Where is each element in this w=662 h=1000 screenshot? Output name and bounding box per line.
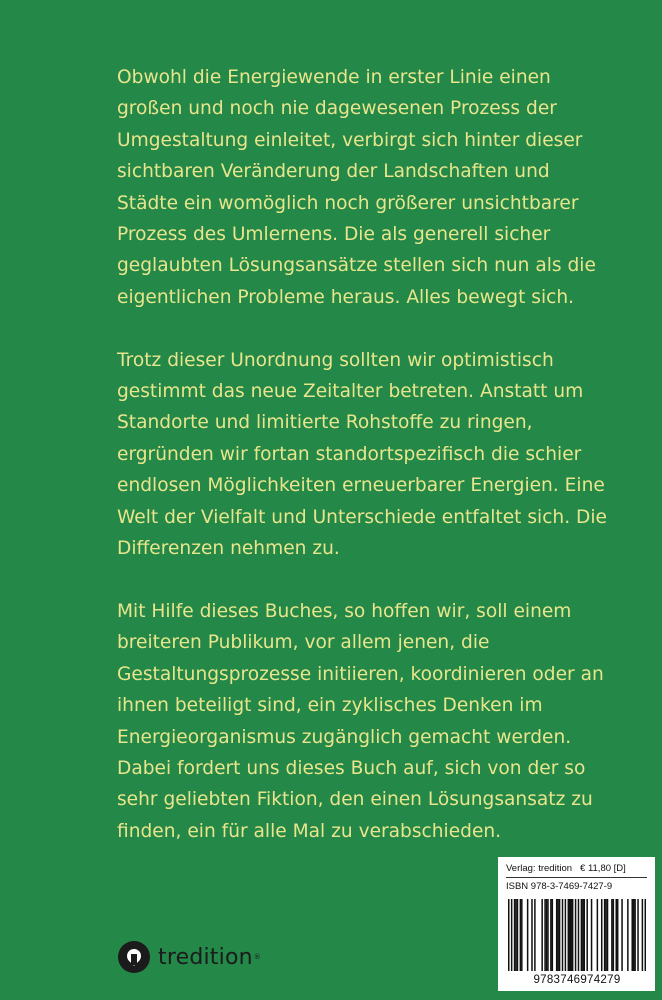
barcode-bar	[615, 899, 617, 971]
barcode-bar	[570, 899, 572, 971]
blurb-paragraph-2	[117, 345, 637, 565]
barcode-bar	[631, 899, 633, 971]
barcode-bar	[613, 899, 615, 971]
barcode-bar	[511, 899, 513, 971]
barcode-bar	[582, 899, 584, 971]
blurb-line: Dabei fordert uns dieses Buch auf, sich von der so	[117, 757, 586, 779]
barcode-bar	[611, 899, 613, 971]
publisher-price-row	[506, 863, 626, 874]
barcode-box	[498, 857, 655, 991]
barcode-bar	[520, 899, 522, 971]
barcode-bar	[546, 899, 548, 971]
barcode-bar	[569, 899, 571, 971]
publisher-name: tredition	[158, 944, 253, 970]
barcode-bar	[634, 899, 636, 971]
blurb-line: gestimmt das neue Zeitalter betreten. Anstatt um	[117, 381, 584, 403]
blurb-line: sichtbaren Veränderung der Landschaften und	[117, 161, 550, 183]
barcode-bar	[547, 899, 549, 971]
barcode-bar	[591, 899, 593, 971]
barcode-bar	[572, 899, 574, 971]
barcode-bar	[617, 899, 619, 971]
blurb-line: finden, ein für alle Mal zu verabschieden.	[117, 820, 502, 842]
barcode-bar	[541, 899, 543, 971]
barcode-bar	[550, 899, 552, 971]
barcode-bar	[515, 899, 517, 971]
blurb-line: breiteren Publikum, vor allem jenen, die	[117, 632, 490, 654]
blurb-line: Gestaltungsprozesse initiieren, koordinieren oder an	[117, 663, 604, 685]
barcode-bar	[584, 899, 586, 971]
barcode-bar	[562, 899, 564, 971]
barcode-bar	[514, 899, 516, 971]
barcode-bar	[552, 899, 554, 971]
barcode-bar	[568, 899, 570, 971]
barcode-bar	[633, 899, 635, 971]
barcode	[508, 899, 646, 971]
barcode-bar	[565, 899, 567, 971]
barcode-bar	[642, 899, 644, 971]
barcode-bar	[559, 899, 561, 971]
divider	[506, 877, 647, 878]
isbn: ISBN 978-3-7469-7427-9	[506, 881, 613, 892]
barcode-bar	[601, 899, 603, 971]
blurb-line: großen und noch nie dagewesenen Prozess der	[117, 98, 557, 120]
barcode-bar	[607, 899, 609, 971]
blurb-line: sehr geliebten Fiktion, den einen Lösungsansatz zu	[117, 789, 593, 811]
blurb-line: Obwohl die Energiewende in erster Linie einen	[117, 67, 551, 88]
barcode-bar	[586, 899, 588, 971]
publisher-logo	[118, 940, 261, 974]
registered-mark: ®	[253, 953, 261, 961]
blurb-line: Welt der Vielfalt und Unterschiede entfaltet sich. Die	[117, 506, 607, 528]
barcode-bar	[597, 899, 599, 971]
barcode-bar	[556, 899, 558, 971]
blurb-line: Mit Hilfe dieses Buches, so hoffen wir, soll einem	[117, 600, 572, 622]
price: € 11,80 [D]	[580, 863, 626, 874]
barcode-bar	[508, 899, 510, 971]
barcode-bar	[557, 899, 559, 971]
blurb-line: Differenzen nehmen zu.	[117, 538, 340, 560]
back-cover-blurb	[117, 62, 637, 879]
blurb-line: geglaubten Lösungsansätze stellen sich nun als die	[117, 255, 596, 277]
barcode-bar	[605, 899, 607, 971]
barcode-bar	[521, 899, 523, 971]
blurb-line: eigentlichen Probleme heraus. Alles bewegt sich.	[117, 286, 575, 308]
blurb-line: Standorte und limitierte Rohstoffe zu ringen,	[117, 412, 533, 434]
blurb-paragraph-3	[117, 596, 637, 847]
blurb-line: ihnen beteiligt sind, ein zyklisches Denken im	[117, 695, 543, 717]
barcode-bar	[604, 899, 606, 971]
blurb-line: Prozess des Umlernens. Die als generell sicher	[117, 224, 551, 246]
barcode-bar	[645, 899, 646, 971]
barcode-bar	[575, 899, 577, 971]
blurb-line: ergründen wir fortan standortspezifisch die schier	[117, 443, 582, 465]
barcode-bar	[637, 899, 639, 971]
blurb-line: endlosen Möglichkeiten erneuerbarer Energien. Eine	[117, 475, 605, 497]
barcode-bar	[544, 899, 546, 971]
barcode-bar	[627, 899, 629, 971]
barcode-bar	[578, 899, 580, 971]
barcode-bar	[517, 899, 519, 971]
blurb-line: Energieorganismus zugänglich gemacht werden.	[117, 726, 572, 748]
publisher-line: Verlag: tredition	[506, 863, 573, 874]
ean-digits: 9783746974279	[533, 974, 621, 986]
blurb-line: Trotz dieser Unordnung sollten wir optimistisch	[117, 349, 554, 371]
barcode-bar	[621, 899, 623, 971]
barcode-bar	[531, 899, 533, 971]
barcode-bar	[527, 899, 529, 971]
blurb-paragraph-1	[117, 62, 637, 313]
barcode-bar	[581, 899, 583, 971]
blurb-line: Umgestaltung einleitet, verbirgt sich hinter dieser	[117, 129, 583, 151]
barcode-bar	[534, 899, 536, 971]
tree-icon	[118, 941, 150, 973]
blurb-line: Städte ein womöglich noch größerer unsichtbarer	[117, 192, 579, 214]
